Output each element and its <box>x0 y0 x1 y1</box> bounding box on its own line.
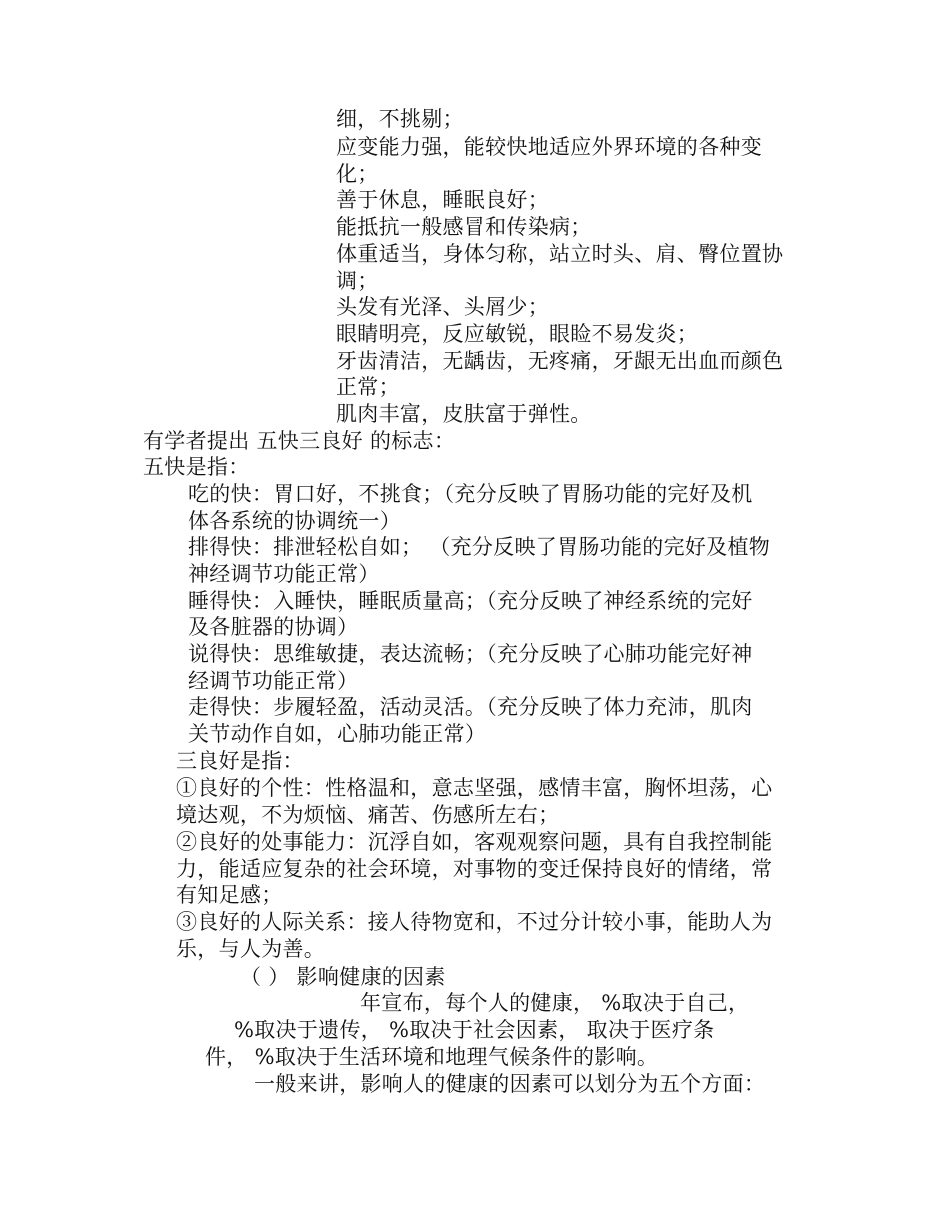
standard-line: 眼睛明亮，反应敏锐，眼睑不易发炎； <box>336 322 699 346</box>
standard-line: 正常； <box>336 375 400 399</box>
intro-line: 有学者提出 五快三良好 的标志： <box>143 429 456 453</box>
standard-line: 应变能力强，能较快地适应外界环境的各种变 <box>336 135 762 159</box>
factors-line: 一般来讲，影响人的健康的因素可以划分为五个方面： <box>254 1072 766 1096</box>
three-good-line: 乐，与人为善。 <box>176 937 326 961</box>
factors-line: %取决于遗传， %取决于社会因素， 取决于医疗条 <box>234 1018 715 1042</box>
three-good-line: ①良好的个性：性格温和，意志坚强，感情丰富，胸怀坦荡，心 <box>176 776 773 800</box>
five-fast-line: 体各系统的协调统一） <box>188 509 401 533</box>
three-good-line: 境达观，不为烦恼、痛苦、伤感所左右； <box>176 803 560 827</box>
three-good-line: 有知足感； <box>176 883 283 907</box>
three-good-heading: 三良好是指： <box>176 749 304 773</box>
standard-line: 头发有光泽、头屑少； <box>336 295 549 319</box>
five-fast-line: 吃的快：胃口好，不挑食；（充分反映了胃肠功能的完好及机 <box>188 482 753 506</box>
three-good-line: 力，能适应复杂的社会环境，对事物的变迁保持良好的情绪，常 <box>176 857 773 881</box>
three-good-line: ③良好的人际关系：接人待物宽和，不过分计较小事，能助人为 <box>176 910 773 934</box>
factors-line: 年宣布，每个人的健康， %取决于自己， <box>360 991 750 1015</box>
standard-line: 牙齿清洁，无龋齿，无疼痛，牙龈无出血而颜色 <box>336 349 784 373</box>
section-title: （ ） 影响健康的因素 <box>240 965 446 989</box>
factors-line: 件， %取决于生活环境和地理气候条件的影响。 <box>205 1045 659 1069</box>
three-good-line: ②良好的处事能力：沉浮自如，客观观察问题，具有自我控制能 <box>176 830 773 854</box>
standard-line: 体重适当，身体匀称，站立时头、肩、臀位置协 <box>336 242 784 266</box>
standard-line: 化； <box>336 162 379 186</box>
five-fast-line: 神经调节功能正常） <box>188 562 380 586</box>
five-fast-line: 及各脏器的协调） <box>188 615 359 639</box>
five-fast-line: 关节动作自如，心肺功能正常） <box>188 722 487 746</box>
standard-line: 肌肉丰富，皮肤富于弹性。 <box>336 402 592 426</box>
five-fast-line: 睡得快：入睡快，睡眠质量高；（充分反映了神经系统的完好 <box>188 589 753 613</box>
five-fast-line: 说得快：思维敏捷，表达流畅；（充分反映了心肺功能完好神 <box>188 642 753 666</box>
standard-line: 能抵抗一般感冒和传染病； <box>336 215 592 239</box>
five-fast-line: 排得快：排泄轻松自如； （充分反映了胃肠功能的完好及植物 <box>188 535 771 559</box>
five-fast-line: 经调节功能正常） <box>188 669 359 693</box>
standard-line: 细，不挑剔； <box>336 107 464 131</box>
five-fast-line: 走得快：步履轻盈，活动灵活。（充分反映了体力充沛，肌肉 <box>188 695 753 719</box>
five-fast-heading: 五快是指： <box>143 455 250 479</box>
standard-line: 善于休息，睡眠良好； <box>336 188 549 212</box>
standard-line: 调； <box>336 269 379 293</box>
